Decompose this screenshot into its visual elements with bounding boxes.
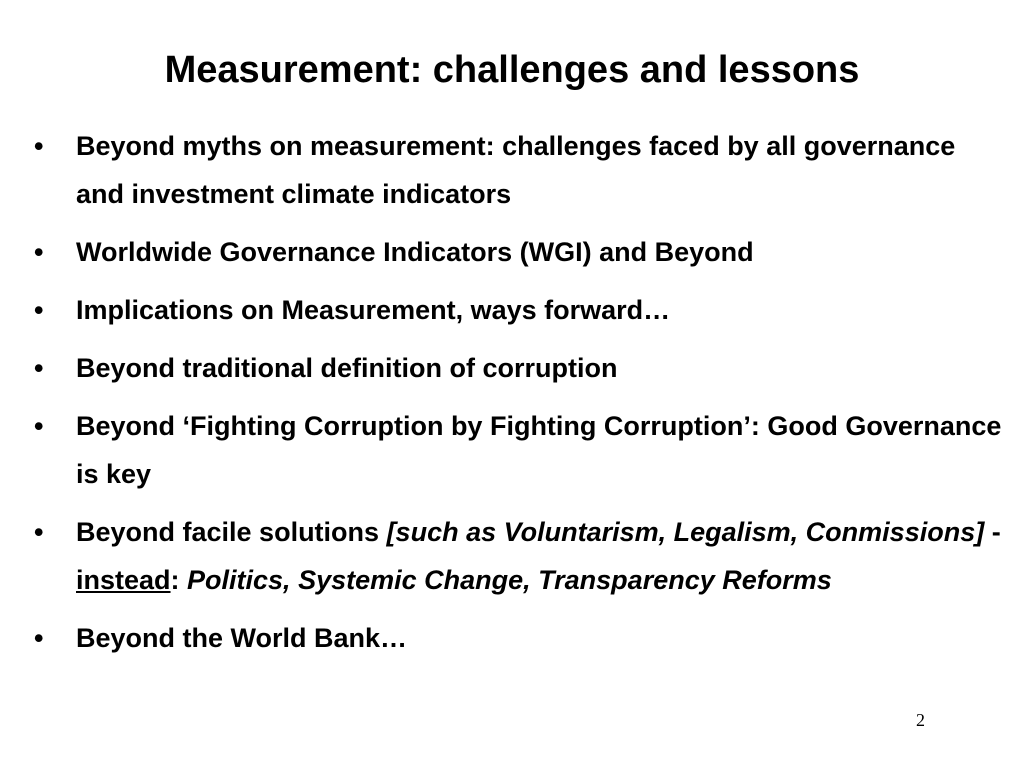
bullet-point-icon: • [34,353,44,383]
bullet-text-segment: : [170,565,188,595]
bullet-text: Implications on Measurement, ways forward… [76,295,671,325]
bullet-text: Beyond myths on measurement: challenges faced by all governance and investment climate indicators [76,131,956,209]
page-number: 2 [916,710,925,730]
bullet-text-segment: - [984,517,1001,547]
bullet-item [0,402,1024,498]
bullet-text: Beyond traditional definition of corruption [76,353,618,383]
bullet-item [0,122,1024,218]
bullet-text: Worldwide Governance Indicators (WGI) and Beyond [76,237,754,267]
bullet-item [0,508,1024,604]
slide-title: Measurement: challenges and lessons [164,49,860,91]
bullet-point-icon: • [34,623,44,653]
bullet-text-segment: Beyond facile solutions [76,517,387,547]
bullet-list [0,122,1024,672]
bullet-point-icon: • [34,411,44,441]
bullet-text: Beyond the World Bank… [76,623,408,653]
bullet-text: Beyond ‘Fighting Corruption by Fighting Corruption’: Good Governance is key [76,411,1002,489]
bullet-text-segment-italic: [such as Voluntarism, Legalism, Conmissions] [386,517,985,547]
bullet-text-segment-underlined: instead [76,565,171,595]
bullet-text-segment-italic: Politics, Systemic Change, Transparency Reforms [187,565,832,595]
bullet-item [0,228,1024,276]
bullet-point-icon: • [34,517,44,547]
bullet-point-icon: • [34,295,44,325]
bullet-point-icon: • [34,131,44,161]
bullet-point-icon: • [34,237,44,267]
bullet-item [0,344,1024,392]
bullet-item [0,286,1024,334]
bullet-item [0,614,1024,662]
